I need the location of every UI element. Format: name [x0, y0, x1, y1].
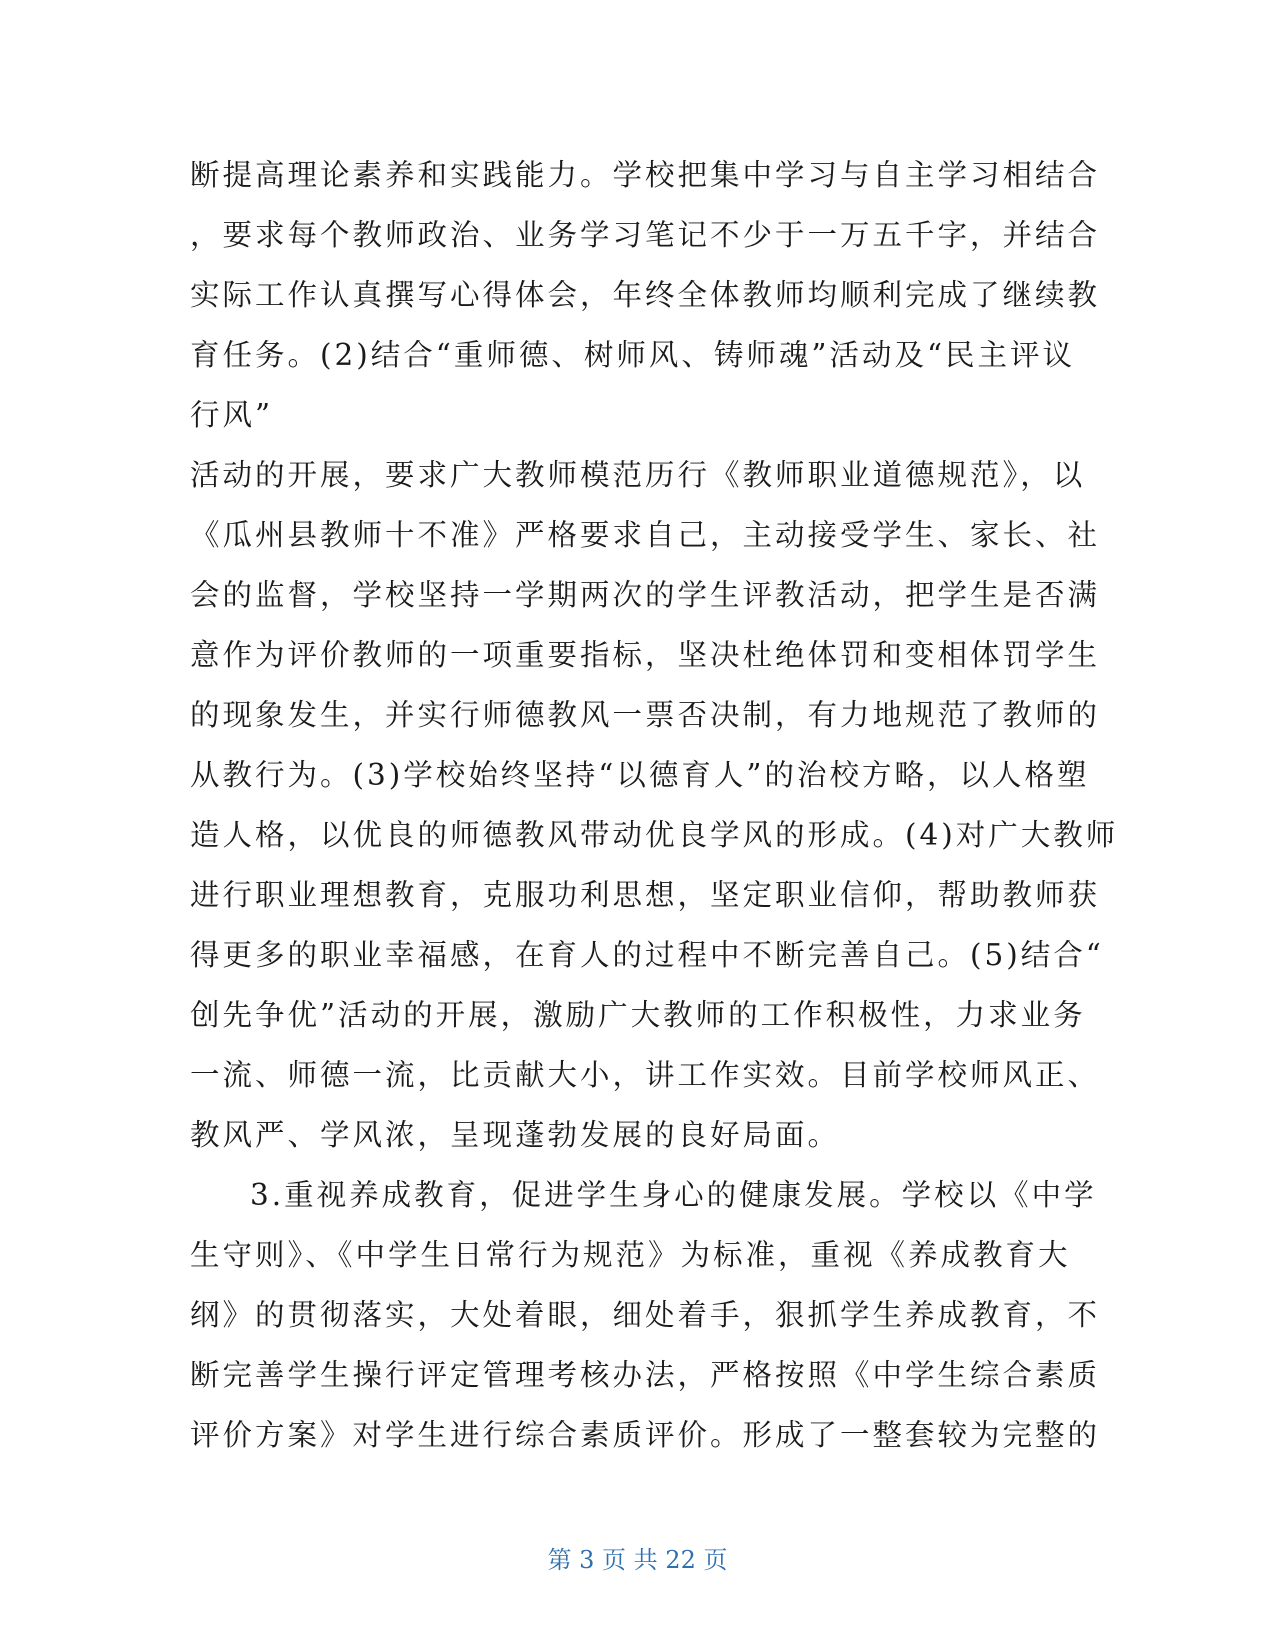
text-line: 意作为评价教师的一项重要指标，坚决杜绝体罚和变相体罚学生 — [190, 638, 1101, 672]
text-line: 纲》的贯彻落实，大处着眼，细处着手，狠抓学生养成教育，不 — [190, 1298, 1101, 1332]
text-line: 断提高理论素养和实践能力。学校把集中学习与自主学习相结合 — [190, 158, 1101, 192]
text-line: 教风严、学风浓，呈现蓬勃发展的良好局面。 — [190, 1118, 841, 1152]
text-line: 的现象发生，并实行师德教风一票否决制，有力地规范了教师的 — [190, 698, 1101, 732]
page-number-footer: 第 3 页 共 22 页 — [547, 1546, 728, 1574]
text-line: 实际工作认真撰写心得体会，年终全体教师均顺利完成了继续教 — [190, 278, 1101, 312]
text-line: 评价方案》对学生进行综合素质评价。形成了一整套较为完整的 — [190, 1418, 1101, 1452]
text-line: 创先争优”活动的开展，激励广大教师的工作积极性，力求业务 — [190, 998, 1086, 1032]
text-line: 从教行为。(3)学校始终坚持“以德育人”的治校方略，以人格塑 — [190, 758, 1090, 792]
paragraph-start-line: 3.重视养成教育，促进学生身心的健康发展。学校以《中学 — [250, 1178, 1097, 1212]
text-line: 育任务。(2)结合“重师德、树师风、铸师魂”活动及“民主评议 — [190, 338, 1076, 372]
text-line: 会的监督，学校坚持一学期两次的学生评教活动，把学生是否满 — [190, 578, 1101, 612]
text-line: 一流、师德一流，比贡献大小，讲工作实效。目前学校师风正、 — [190, 1058, 1101, 1092]
text-line: 《瓜州县教师十不准》严格要求自己，主动接受学生、家长、社 — [190, 518, 1101, 552]
body-text — [190, 145, 1119, 1465]
text-line: 生守则》、《中学生日常行为规范》为标准，重视《养成教育大 — [190, 1238, 1071, 1272]
text-line: 行风” — [190, 398, 274, 432]
text-line: 活动的开展，要求广大教师模范历行《教师职业道德规范》，以 — [190, 458, 1086, 492]
text-line: 得更多的职业幸福感，在育人的过程中不断完善自己。(5)结合“ — [190, 938, 1104, 972]
text-line: ，要求每个教师政治、业务学习笔记不少于一万五千字，并结合 — [190, 218, 1101, 252]
text-line: 断完善学生操行评定管理考核办法，严格按照《中学生综合素质 — [190, 1358, 1101, 1392]
text-line: 造人格，以优良的师德教风带动优良学风的形成。(4)对广大教师 — [190, 818, 1119, 852]
text-line: 进行职业理想教育，克服功利思想，坚定职业信仰，帮助教师获 — [190, 878, 1101, 912]
